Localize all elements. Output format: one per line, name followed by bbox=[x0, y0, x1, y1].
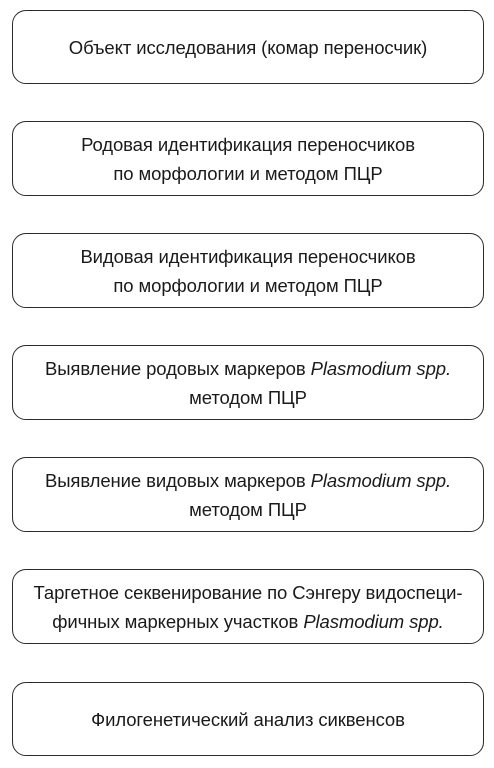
step-species-markers-detection-text bbox=[45, 466, 451, 524]
step-6-line-2-text: фичных маркерных участков bbox=[52, 610, 304, 632]
step-5-line-1-text: Выявление видовых маркеров bbox=[44, 469, 311, 491]
step-4-line-1-text: Выявление родовых маркеров bbox=[44, 357, 311, 379]
step-6-line-2 bbox=[34, 607, 463, 636]
step-2-line-1: Родовая идентификация переносчиков bbox=[81, 133, 415, 155]
step-5-pathogen-name: Plasmodium spp. bbox=[310, 469, 452, 491]
step-species-identification-text bbox=[80, 242, 415, 300]
step-species-identification bbox=[12, 233, 484, 308]
step-5-line-1 bbox=[45, 466, 451, 495]
step-phylogenetic-analysis-text bbox=[91, 705, 405, 734]
step-study-object-text bbox=[69, 33, 427, 62]
step-7-line-1: Филогенетический анализ сиквенсов bbox=[91, 708, 405, 730]
step-2-line-2: по морфологии и методом ПЦР bbox=[113, 162, 383, 184]
step-3-line-1: Видовая идентификация переносчиков bbox=[80, 245, 416, 267]
step-3-line-2: по морфологии и методом ПЦР bbox=[113, 274, 383, 296]
step-1-line-1: Объект исследования (комар переносчик) bbox=[68, 36, 428, 58]
step-4-line-1 bbox=[45, 354, 451, 383]
step-sanger-sequencing bbox=[12, 569, 484, 644]
step-4-line-2: методом ПЦР bbox=[189, 386, 307, 408]
step-genus-identification bbox=[12, 121, 484, 196]
step-genus-markers-detection-text bbox=[45, 354, 451, 412]
step-species-markers-detection bbox=[12, 457, 484, 532]
step-6-line-1: Таргетное секвенирование по Сэнгеру видоспеци- bbox=[33, 581, 463, 603]
step-6-pathogen-name: Plasmodium spp. bbox=[303, 610, 444, 632]
step-phylogenetic-analysis bbox=[12, 682, 484, 756]
step-genus-identification-text bbox=[81, 130, 415, 188]
step-genus-markers-detection bbox=[12, 345, 484, 420]
step-study-object bbox=[12, 10, 484, 84]
step-sanger-sequencing-text bbox=[34, 578, 463, 636]
step-4-pathogen-name: Plasmodium spp. bbox=[310, 357, 452, 379]
step-5-line-2: методом ПЦР bbox=[189, 498, 307, 520]
